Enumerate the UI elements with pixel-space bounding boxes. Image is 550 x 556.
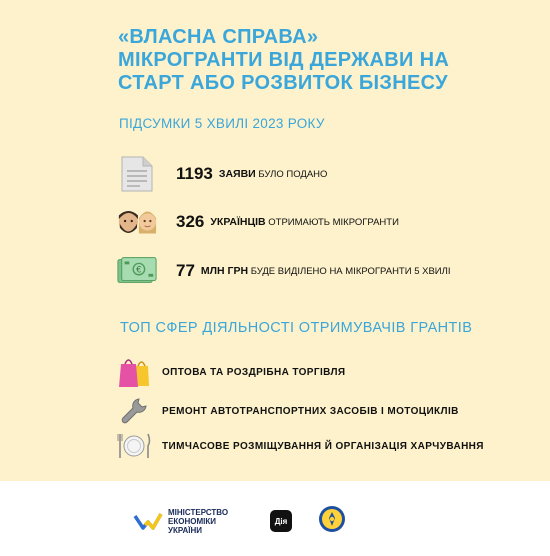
ministry-line-2: ЕКОНОМІКИ [168, 517, 216, 526]
sphere-item-trade [116, 357, 346, 387]
people-icon [116, 202, 158, 242]
title-line-3: СТАРТ АБО РОЗВИТОК БІЗНЕСУ [118, 72, 448, 94]
shopping-bags-icon [116, 356, 152, 388]
stat-label [201, 265, 451, 277]
stat-label-text: БУДЕ ВИДІЛЕНО НА МІКРОГРАНТИ 5 ХВИЛІ [248, 266, 451, 277]
stat-label-bold: УКРАЇНЦІВ [210, 216, 266, 228]
ministry-line-1: МІНІСТЕРСТВО [168, 508, 229, 517]
employment-service-emblem [318, 505, 346, 538]
subtitle: ПІДСУМКИ 5 ХВИЛІ 2023 РОКУ [119, 116, 325, 131]
sphere-item-accommodation [116, 431, 484, 461]
title-line-1: «ВЛАСНА СПРАВА» [118, 26, 319, 48]
page-title [118, 26, 478, 95]
document-icon [116, 154, 158, 194]
stat-number: 326 [176, 212, 205, 231]
stat-funding [116, 251, 451, 291]
ministry-line-3: УКРАЇНИ [168, 526, 203, 535]
diia-logo: Дія [270, 510, 292, 532]
stat-number: 77 [176, 261, 195, 280]
svg-text:€: € [136, 265, 142, 276]
money-icon [116, 251, 158, 291]
ministry-mark-icon [133, 510, 163, 534]
plate-cutlery-icon [116, 430, 152, 462]
footer [0, 481, 550, 556]
stat-label-bold: МЛН ГРН [200, 265, 249, 277]
stat-label [219, 168, 328, 180]
stat-number: 1193 [176, 164, 213, 183]
stat-label-text: ОТРИМАЮТЬ МІКРОГРАНТИ [265, 217, 399, 228]
stat-applications [116, 154, 327, 194]
stat-label-text: БУЛО ПОДАНО [255, 169, 328, 180]
wrench-icon [116, 395, 152, 427]
ministry-logo [133, 508, 248, 535]
stat-label-bold: ЗАЯВИ [218, 168, 256, 180]
sphere-label: РЕМОНТ АВТОТРАНСПОРТНИХ ЗАСОБІВ І МОТОЦИКЛІВ [162, 405, 459, 417]
ministry-name [168, 508, 248, 535]
stat-recipients [116, 202, 399, 242]
stat-label [210, 216, 399, 228]
sphere-label: ОПТОВА ТА РОЗДРІБНА ТОРГІВЛЯ [162, 366, 346, 378]
sphere-item-repair [116, 396, 459, 426]
sphere-label: ТИМЧАСОВЕ РОЗМІЩУВАННЯ Й ОРГАНІЗАЦІЯ ХАРЧУВАННЯ [162, 440, 484, 452]
top-spheres-title: ТОП СФЕР ДІЯЛЬНОСТІ ОТРИМУВАЧІВ ГРАНТІВ [120, 320, 473, 336]
title-line-2: МІКРОГРАНТИ ВІД ДЕРЖАВИ НА [118, 49, 450, 71]
